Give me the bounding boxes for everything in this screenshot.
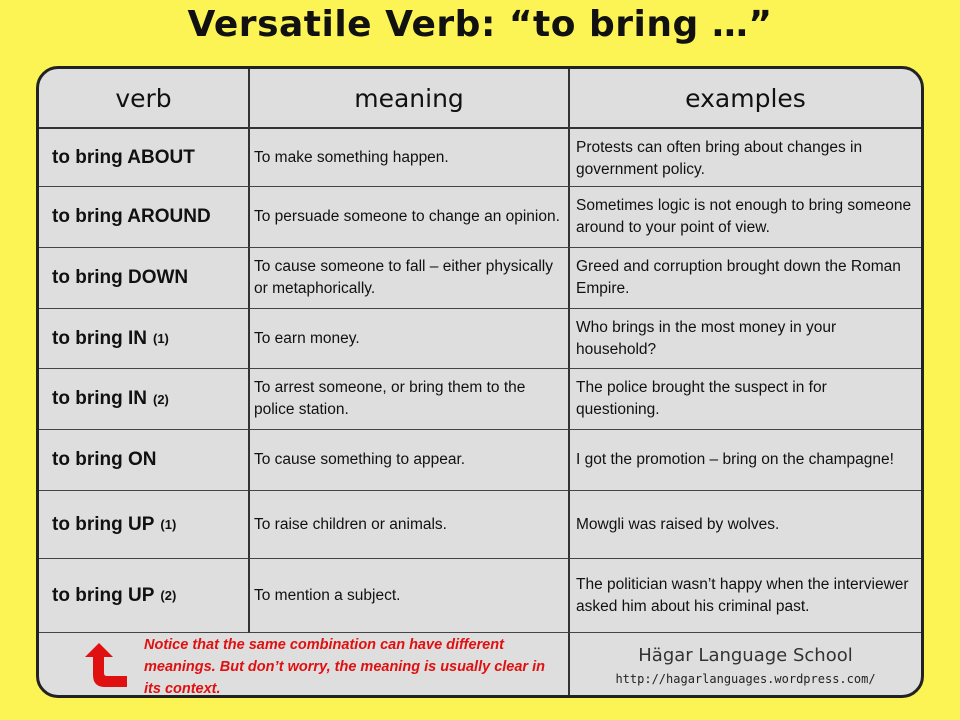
note-text: Notice that the same combination can have different meanings. But don’t worry, the meaning is usually clear in its context. (144, 637, 545, 697)
row-1-example: Sometimes logic is not enough to bring someone around to your point of view. (568, 187, 921, 248)
table-footer (39, 633, 921, 698)
verb-number: (2) (160, 588, 177, 603)
verb-label: to bring ON (52, 449, 157, 470)
row-3-meaning: To earn money. (248, 309, 568, 369)
row-4-verb (39, 369, 248, 430)
school-credit (568, 633, 921, 698)
row-2-example: Greed and corruption brought down the Roman Empire. (568, 248, 921, 309)
row-6-example: Mowgli was raised by wolves. (568, 491, 921, 559)
header-meaning (248, 69, 568, 129)
row-2-verb (39, 248, 248, 309)
row-1-verb (39, 187, 248, 248)
verb-number: (1) (160, 517, 177, 532)
school-name: Hägar Language School (638, 645, 853, 666)
verb-table (36, 66, 924, 698)
row-6-meaning: To raise children or animals. (248, 491, 568, 559)
row-7-verb (39, 559, 248, 633)
row-4-example: The police brought the suspect in for questioning. (568, 369, 921, 430)
row-3-verb (39, 309, 248, 369)
verb-number: (2) (152, 391, 169, 407)
page-title: Versatile Verb: “to bring …” (187, 4, 773, 45)
row-0-meaning: To make something happen. (248, 129, 568, 187)
verb-label: to bring IN (52, 327, 147, 349)
row-5-meaning: To cause something to appear. (248, 430, 568, 491)
header-verb (39, 69, 248, 129)
header-verb-label: verb (115, 83, 172, 113)
row-5-example: I got the promotion – bring on the champagne! (568, 430, 921, 491)
header-meaning-label: meaning (354, 83, 464, 113)
table-grid (39, 69, 921, 633)
verb-label: to bring AROUND (52, 206, 211, 227)
row-3-example: Who brings in the most money in your household? (568, 309, 921, 369)
row-7-example: The politician wasn’t happy when the interviewer asked him about his criminal past. (568, 559, 921, 633)
row-2-meaning: To cause someone to fall – either physically or metaphorically. (248, 248, 568, 309)
row-4-meaning: To arrest someone, or bring them to the police station. (248, 369, 568, 430)
curved-arrow-up-icon (83, 641, 129, 689)
header-examples-label: examples (685, 83, 806, 113)
verb-number: (1) (152, 331, 169, 346)
row-5-verb (39, 430, 248, 491)
row-6-verb (39, 491, 248, 559)
verb-label: to bring UP (52, 513, 155, 535)
header-examples (568, 69, 921, 129)
school-url[interactable]: http://hagarlanguages.wordpress.com/ (615, 672, 876, 686)
row-0-example: Protests can often bring about changes in government policy. (568, 129, 921, 187)
verb-label: to bring UP (52, 584, 155, 606)
row-0-verb (39, 129, 248, 187)
row-7-meaning: To mention a subject. (248, 559, 568, 633)
note-area (39, 633, 568, 698)
verb-label: to bring IN (52, 388, 147, 409)
row-1-meaning: To persuade someone to change an opinion. (248, 187, 568, 248)
verb-label: to bring DOWN (52, 267, 189, 288)
verb-label: to bring ABOUT (52, 146, 195, 168)
